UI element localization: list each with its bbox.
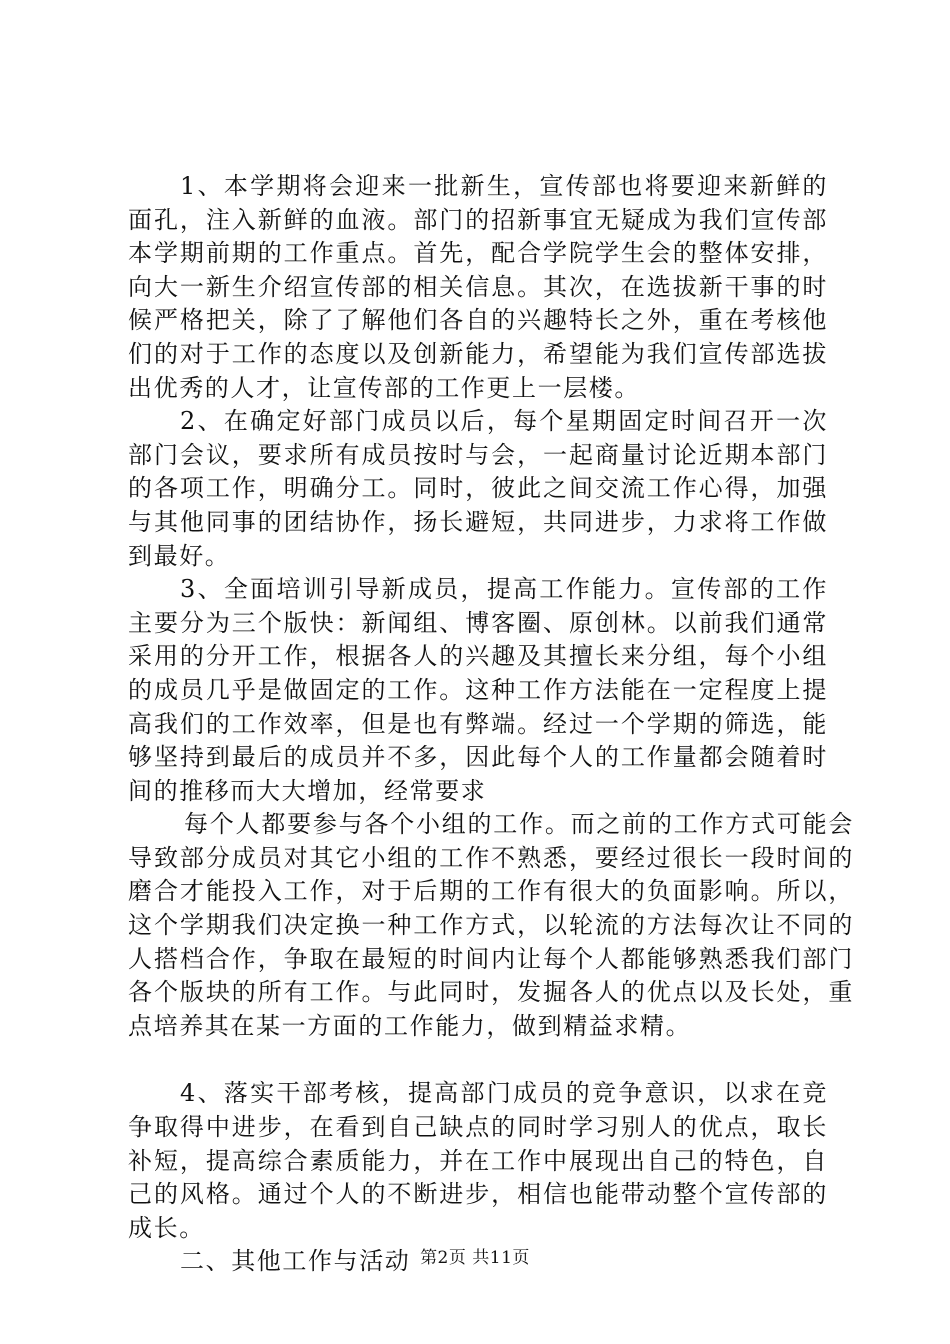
page-footer: 第2页 共11页	[420, 1248, 530, 1268]
section-heading: 二、其他工作与活动	[180, 1247, 411, 1276]
paragraph-4: 4、落实干部考核，提高部门成员的竞争意识，以求在竞争取得中进步，在看到自己缺点的同时学习别人的优点，取长补短，提高综合素质能力，并在工作中展现出自己的特色，自己的风格。通过个人的不断进步，相信也能带动整个宣传部的成长。	[128, 1079, 828, 1242]
paragraph-2: 2、在确定好部门成员以后，每个星期固定时间召开一次部门会议，要求所有成员按时与会，一起商量讨论近期本部门的各项工作，明确分工。同时，彼此之间交流工作心得，加强与其他同事的团结协作，扬长避短，共同进步，力求将工作做到最好。	[128, 407, 828, 570]
paragraph-3-continued: 每个人都要参与各个小组的工作。而之前的工作方式可能会导致部分成员对其它小组的工作不熟悉，要经过很长一段时间的磨合才能投入工作，对于后期的工作有很大的负面影响。所以，这个学期我们决定换一种工作方式，以轮流的方法每次让不同的人搭档合作，争取在最短的时间内让每个人都能够熟悉我们部门各个版块的所有工作。与此同时，发掘各人的优点以及长处，重点培养其在某一方面的工作能力，做到精益求精。	[128, 810, 854, 1040]
paragraph-1: 1、本学期将会迎来一批新生，宣传部也将要迎来新鲜的面孔，注入新鲜的血液。部门的招新事宜无疑成为我们宣传部本学期前期的工作重点。首先，配合学院学生会的整体安排，向大一新生介绍宣传部的相关信息。其次，在选拔新干事的时候严格把关，除了了解他们各自的兴趣特长之外，重在考核他们的对于工作的态度以及创新能力，希望能为我们宣传部选拔出优秀的人才，让宣传部的工作更上一层楼。	[128, 172, 828, 402]
document-body	[128, 170, 854, 1279]
paragraph-3: 3、全面培训引导新成员，提高工作能力。宣传部的工作主要分为三个版快：新闻组、博客圈、原创林。以前我们通常采用的分开工作，根据各人的兴趣及其擅长来分组，每个小组的成员几乎是做固定的工作。这种工作方法能在一定程度上提高我们的工作效率，但是也有弊端。经过一个学期的筛选，能够坚持到最后的成员并不多，因此每个人的工作量都会随着时间的推移而大大增加，经常要求	[128, 575, 828, 805]
